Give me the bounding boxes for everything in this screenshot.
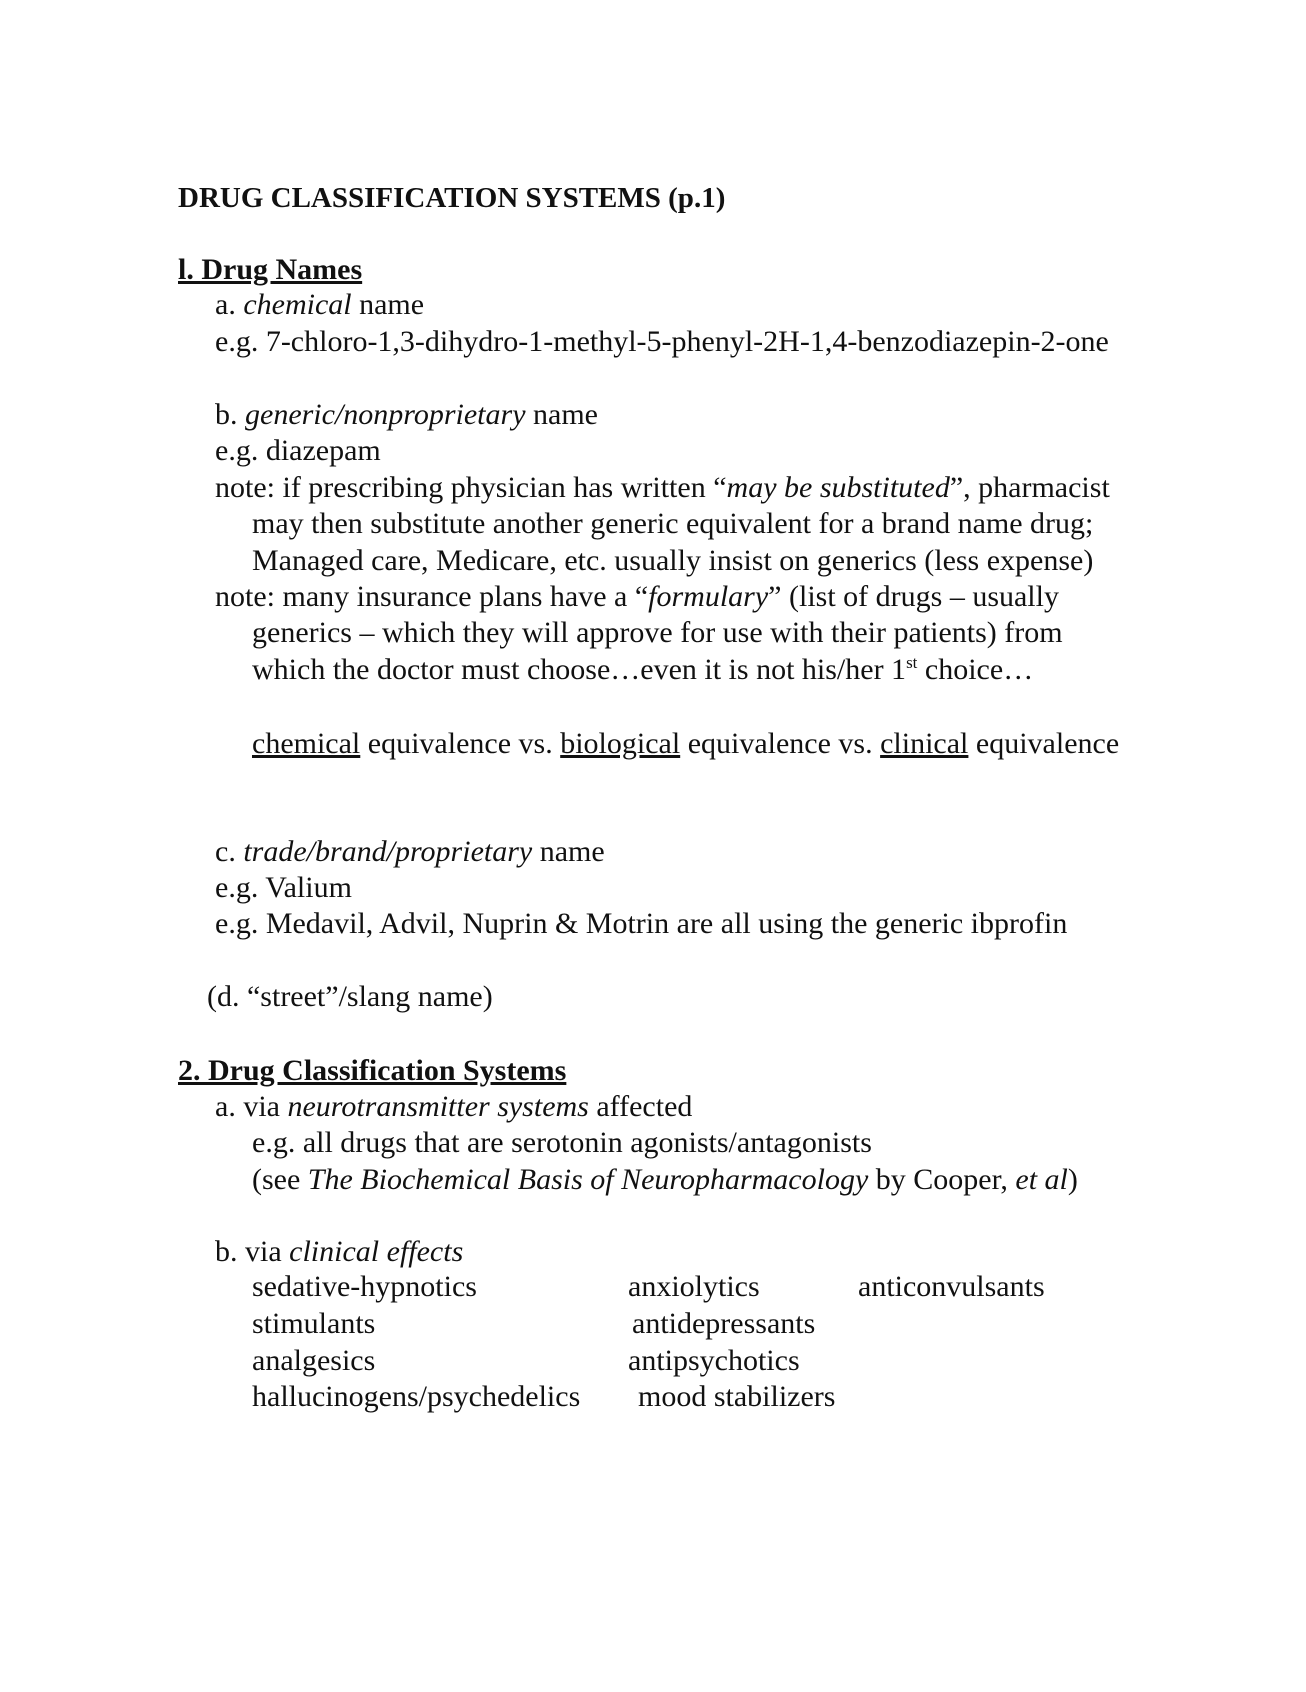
item-c-trade-name: c. trade/brand/proprietary name [215,835,605,868]
list-item: stimulants [252,1307,376,1340]
chemical-name-example: e.g. 7-chloro-1,3-dihydro-1-methyl-5-phenyl-2H-1,4-benzodiazepin-2-one [215,325,1109,358]
item-b-generic-name: b. generic/nonproprietary name [215,398,598,431]
note-formulary-line2: generics – which they will approve for use with their patients) from [252,616,1063,649]
note-formulary-line3: which the doctor must choose…even it is not his/her 1st choice… [252,653,1034,686]
section-heading-drug-names: l. Drug Names [178,253,363,286]
list-item: mood stabilizers [638,1380,836,1413]
list-item: anticonvulsants [858,1270,1045,1303]
note-substitution-line2: may then substitute another generic equivalent for a brand name drug; [252,507,1094,540]
item-a-neurotransmitter: a. via neurotransmitter systems affected [215,1090,693,1123]
item-a-chemical-name: a. chemical name [215,288,425,321]
list-item: antipsychotics [628,1344,800,1377]
neurotransmitter-example: e.g. all drugs that are serotonin agonists/antagonists [252,1126,872,1159]
item-b-clinical-effects: b. via clinical effects [215,1235,464,1268]
list-item: anxiolytics [628,1270,760,1303]
generic-name-example: e.g. diazepam [215,434,381,467]
list-item: analgesics [252,1344,376,1377]
note-substitution-line3: Managed care, Medicare, etc. usually insist on generics (less expense) [252,544,1094,577]
trade-name-example-2: e.g. Medavil, Advil, Nuprin & Motrin are all using the generic ibprofin [215,907,1068,940]
reference-citation: (see The Biochemical Basis of Neuropharmacology by Cooper, et al) [252,1163,1078,1196]
equivalence-comparison: chemical equivalence vs. biological equivalence vs. clinical equivalence [252,727,1120,760]
trade-name-example-1: e.g. Valium [215,871,352,904]
note-substitution: note: if prescribing physician has written “may be substituted”, pharmacist [215,471,1110,504]
page-title: DRUG CLASSIFICATION SYSTEMS (p.1) [178,182,726,214]
note-formulary: note: many insurance plans have a “formulary” (list of drugs – usually [215,580,1059,613]
list-item: sedative-hypnotics [252,1270,477,1303]
list-item: hallucinogens/psychedelics [252,1380,581,1413]
section-heading-classification-systems: 2. Drug Classification Systems [178,1054,567,1087]
item-d-street-name: (d. “street”/slang name) [207,980,493,1013]
list-item: antidepressants [632,1307,816,1340]
